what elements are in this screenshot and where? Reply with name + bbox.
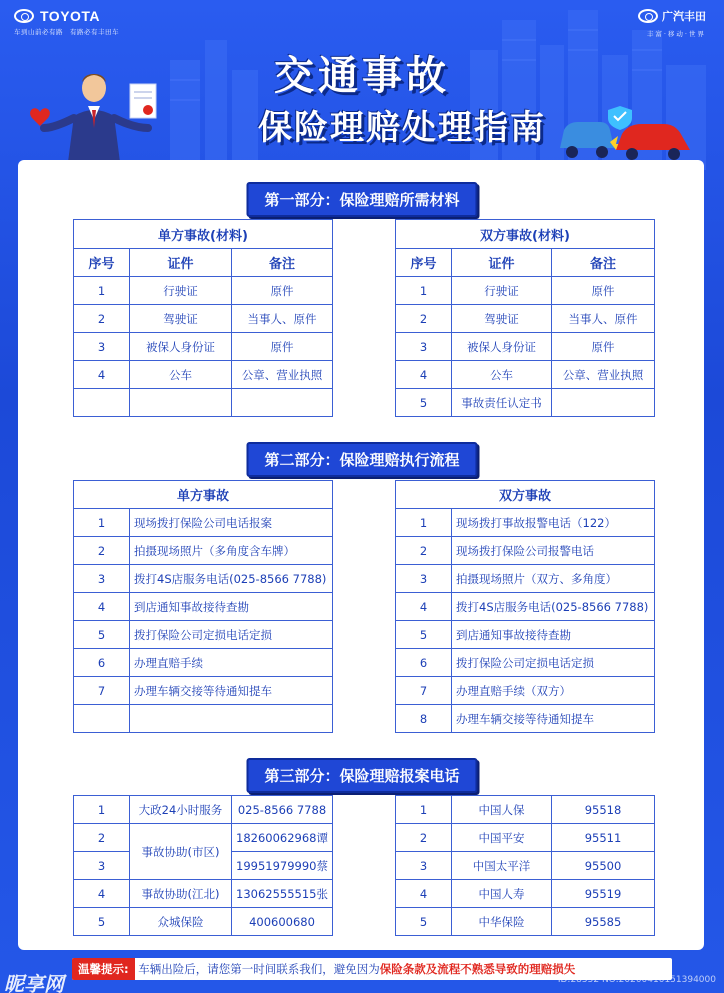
cell: 拨打保险公司定损电话定损 <box>452 649 655 677</box>
cell: 被保人身份证 <box>130 333 232 361</box>
cell: 被保人身份证 <box>452 333 552 361</box>
cell: 2 <box>396 305 452 333</box>
table-row <box>74 305 333 333</box>
cell: 驾驶证 <box>452 305 552 333</box>
table-row <box>396 705 655 733</box>
cell: 当事人、原件 <box>232 305 333 333</box>
cell <box>130 705 333 733</box>
toyota-logo-left <box>14 8 119 36</box>
gac-slogan: 丰富·移动·世界 <box>646 30 706 38</box>
toyota-emblem-icon <box>14 9 34 23</box>
cell: 2 <box>396 824 452 852</box>
cell: 2 <box>74 305 130 333</box>
cell: 95585 <box>552 908 655 936</box>
cell: 1 <box>396 796 452 824</box>
table-row <box>396 305 655 333</box>
cell <box>130 389 232 417</box>
notice-text: 车辆出险后，请您第一时间联系我们，避免因为 <box>138 962 380 976</box>
table-row <box>74 705 333 733</box>
section3-left-table <box>73 795 333 936</box>
cell: 事故协助(江北) <box>130 880 232 908</box>
page-title-line2: 保险理赔处理指南 <box>258 108 546 148</box>
col-header: 备注 <box>232 249 333 277</box>
table-row <box>74 509 333 537</box>
table-row <box>396 565 655 593</box>
cell: 1 <box>74 796 130 824</box>
table-row <box>74 333 333 361</box>
cell <box>74 389 130 417</box>
table-row <box>396 593 655 621</box>
toyota-slogan: 车到山前必有路 有路必有丰田车 <box>14 28 119 36</box>
table-row <box>74 824 333 852</box>
cell: 95500 <box>552 852 655 880</box>
table-row <box>396 880 655 908</box>
cell: 5 <box>396 908 452 936</box>
table-row <box>74 361 333 389</box>
cell: 8 <box>396 705 452 733</box>
table-row <box>396 621 655 649</box>
cell: 拨打保险公司定损电话定损 <box>130 621 333 649</box>
cell: 18260062968谭 <box>232 824 333 852</box>
cell: 中国太平洋 <box>452 852 552 880</box>
cell: 驾驶证 <box>130 305 232 333</box>
cell: 025-8566 7788 <box>232 796 333 824</box>
cell: 拍摄现场照片（多角度含车牌） <box>130 537 333 565</box>
gac-toyota-logo-right <box>638 8 706 38</box>
table-row <box>396 389 655 417</box>
table-row <box>396 824 655 852</box>
cell: 拨打4S店服务电话(025-8566 7788) <box>452 593 655 621</box>
cell: 4 <box>396 361 452 389</box>
cell: 2 <box>396 537 452 565</box>
cell: 中国人保 <box>452 796 552 824</box>
cell: 2 <box>74 537 130 565</box>
cell: 行驶证 <box>130 277 232 305</box>
cell: 3 <box>74 852 130 880</box>
cell: 现场拨打保险公司电话报案 <box>130 509 333 537</box>
notice-emphasis: 保险条款及流程不熟悉导致的理赔损失 <box>379 962 576 976</box>
cell: 13062555515张 <box>232 880 333 908</box>
cell: 4 <box>396 593 452 621</box>
table-row <box>396 277 655 305</box>
notice-tag: 温馨提示: <box>72 958 135 980</box>
cell: 中国人寿 <box>452 880 552 908</box>
cell: 现场拨打保险公司报警电话 <box>452 537 655 565</box>
cell: 5 <box>396 389 452 417</box>
table-row <box>74 796 333 824</box>
cell: 大政24小时服务 <box>130 796 232 824</box>
section2-single-table <box>73 480 333 733</box>
col-header: 备注 <box>552 249 655 277</box>
cell: 办理车辆交接等待通知提车 <box>452 705 655 733</box>
cell: 1 <box>74 509 130 537</box>
cell: 公车 <box>130 361 232 389</box>
cell: 原件 <box>552 277 655 305</box>
gac-brand-text: 广汽丰田 <box>662 10 706 23</box>
section3-heading: 第三部分：保险理赔报案电话 <box>246 758 477 793</box>
cell: 5 <box>74 621 130 649</box>
col-header: 证件 <box>130 249 232 277</box>
table-row <box>396 852 655 880</box>
cell: 众城保险 <box>130 908 232 936</box>
cell: 4 <box>74 593 130 621</box>
table-row <box>74 593 333 621</box>
cell: 到店通知事故接待查勘 <box>452 621 655 649</box>
table-title: 单方事故(材料) <box>74 220 333 249</box>
section1-double-table <box>395 219 655 417</box>
cell: 6 <box>396 649 452 677</box>
cell: 行驶证 <box>452 277 552 305</box>
cell: 到店通知事故接待查勘 <box>130 593 333 621</box>
table-row <box>396 796 655 824</box>
cell: 当事人、原件 <box>552 305 655 333</box>
cell: 2 <box>74 824 130 852</box>
watermark-site-name: 昵享网 <box>4 972 64 993</box>
cell: 3 <box>74 565 130 593</box>
cell: 3 <box>396 852 452 880</box>
table-row <box>396 908 655 936</box>
cell <box>74 705 130 733</box>
cell: 1 <box>396 277 452 305</box>
cell: 拨打4S店服务电话(025-8566 7788) <box>130 565 333 593</box>
col-header: 证件 <box>452 249 552 277</box>
cell: 4 <box>74 880 130 908</box>
cell: 6 <box>74 649 130 677</box>
cell: 3 <box>396 565 452 593</box>
table-row <box>74 649 333 677</box>
cell: 公章、营业执照 <box>232 361 333 389</box>
cell: 5 <box>74 908 130 936</box>
table-title: 单方事故 <box>74 481 333 509</box>
section1-single-table <box>73 219 333 417</box>
cell: 事故责任认定书 <box>452 389 552 417</box>
cell: 拍摄现场照片（双方、多角度） <box>452 565 655 593</box>
cell: 办理直赔手续 <box>130 649 333 677</box>
cell: 原件 <box>232 333 333 361</box>
cell: 95518 <box>552 796 655 824</box>
cell: 1 <box>74 277 130 305</box>
page-title-line1: 交通事故 <box>274 53 450 99</box>
col-header: 序号 <box>74 249 130 277</box>
table-row <box>396 537 655 565</box>
section1-heading: 第一部分：保险理赔所需材料 <box>246 182 477 217</box>
cell: 中国平安 <box>452 824 552 852</box>
cell: 7 <box>396 677 452 705</box>
col-header: 序号 <box>396 249 452 277</box>
table-row <box>396 649 655 677</box>
table-row <box>396 677 655 705</box>
cell: 事故协助(市区) <box>130 824 232 880</box>
table-row <box>74 389 333 417</box>
cell: 办理车辆交接等待通知提车 <box>130 677 333 705</box>
table-title: 双方事故(材料) <box>396 220 655 249</box>
cell: 19951979990蔡 <box>232 852 333 880</box>
table-row <box>396 509 655 537</box>
watermark-id: ID:28552 NO:20200410151394000 <box>557 975 716 985</box>
toyota-emblem-icon <box>638 9 658 23</box>
table-title: 双方事故 <box>396 481 655 509</box>
table-row <box>74 565 333 593</box>
cell: 7 <box>74 677 130 705</box>
cell: 现场拨打事故报警电话（122） <box>452 509 655 537</box>
section2-double-table <box>395 480 655 733</box>
cell: 1 <box>396 509 452 537</box>
cell: 400600680 <box>232 908 333 936</box>
table-row <box>74 277 333 305</box>
cell: 原件 <box>552 333 655 361</box>
table-row <box>396 361 655 389</box>
cell: 中华保险 <box>452 908 552 936</box>
cell: 5 <box>396 621 452 649</box>
cell <box>552 389 655 417</box>
table-row <box>74 908 333 936</box>
cell: 公章、营业执照 <box>552 361 655 389</box>
cell: 3 <box>396 333 452 361</box>
table-row <box>74 537 333 565</box>
cell: 办理直赔手续（双方） <box>452 677 655 705</box>
table-row <box>74 880 333 908</box>
toyota-brand-text: TOYOTA <box>40 8 101 24</box>
table-row <box>396 333 655 361</box>
cell: 95519 <box>552 880 655 908</box>
cell: 95511 <box>552 824 655 852</box>
cell <box>232 389 333 417</box>
section3-right-table <box>395 795 655 936</box>
table-row <box>74 621 333 649</box>
cell: 3 <box>74 333 130 361</box>
table-row <box>74 677 333 705</box>
cell: 4 <box>396 880 452 908</box>
cell: 4 <box>74 361 130 389</box>
section2-heading: 第二部分：保险理赔执行流程 <box>246 442 477 477</box>
cell: 原件 <box>232 277 333 305</box>
cell: 公车 <box>452 361 552 389</box>
